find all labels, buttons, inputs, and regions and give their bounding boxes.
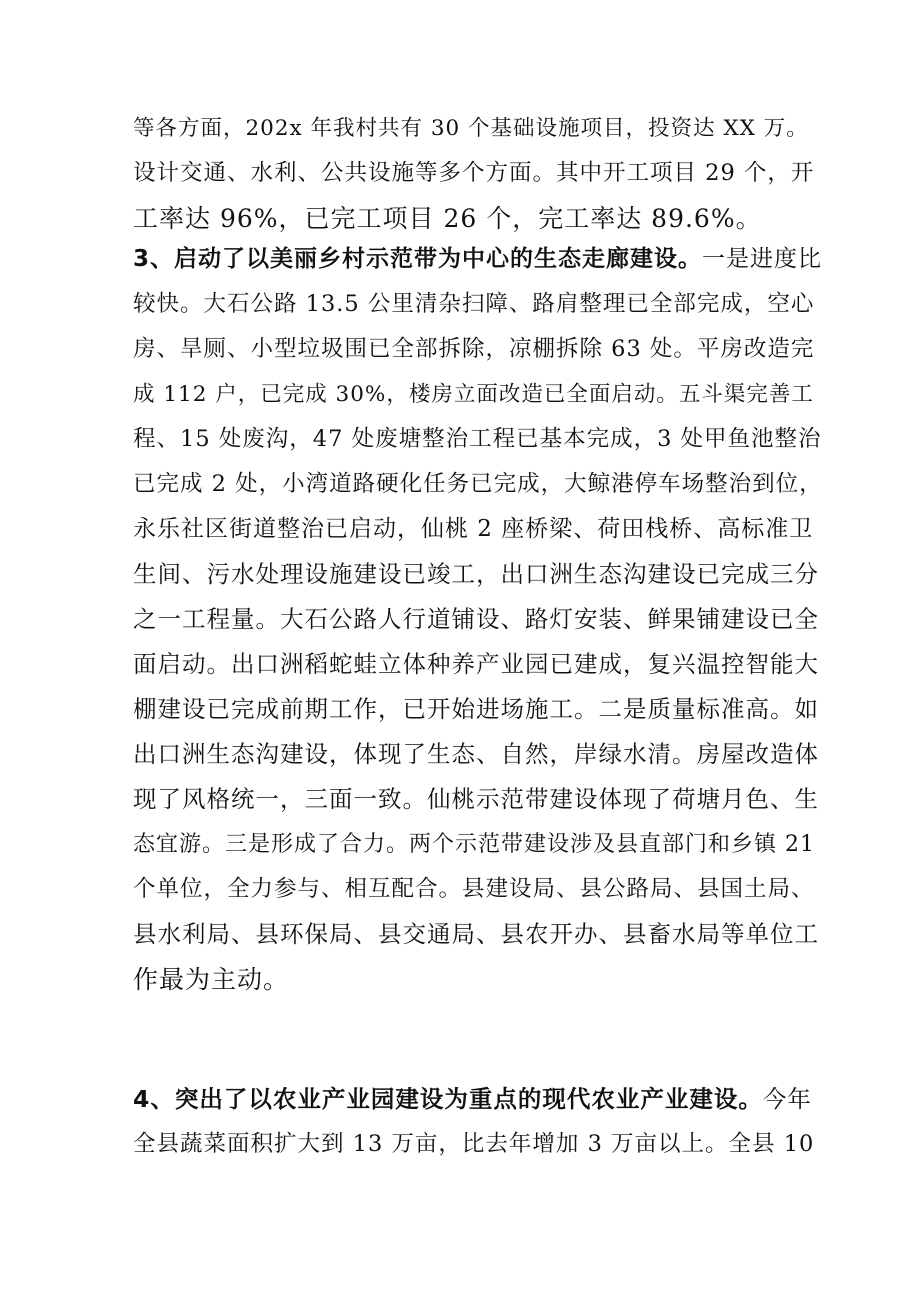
text-line: 面启动。出口洲稻蛇蛙立体种养产业园已建成，复兴温控智能大 xyxy=(133,650,819,678)
text-line: 县水利局、县环保局、县交通局、县农开办、县畜水局等单位工 xyxy=(133,920,819,948)
text-line: 永乐社区街道整治已启动，仙桃 2 座桥梁、荷田栈桥、高标准卫 xyxy=(133,516,814,542)
text-line: 全县蔬菜面积扩大到 13 万亩，比去年增加 3 万亩以上。全县 10 xyxy=(133,1131,815,1157)
text-line: 程、15 处废沟，47 处废塘整治工程已基本完成，3 处甲鱼池整治 xyxy=(133,426,822,452)
text-line: 生间、污水处理设施建设已竣工，出口洲生态沟建设已完成三分 xyxy=(133,560,819,588)
text-line: 设计交通、水利、公共设施等多个方面。其中开工项目 29 个，开 xyxy=(133,160,815,186)
text-line: 个单位，全力参与、相互配合。县建设局、县公路局、县国土局、 xyxy=(133,876,815,902)
section-heading-3: 3、启动了以美丽乡村示范带为中心的生态走廊建设。 xyxy=(133,246,703,272)
text-line: 作最为主动。 xyxy=(133,965,290,994)
section-heading-4: 4、突出了以农业产业园建设为重点的现代农业产业建设。 xyxy=(133,1085,763,1113)
text-line: 较快。大石公路 13.5 公里清杂扫障、路肩整理已全部完成，空心 xyxy=(133,291,815,317)
text-line: 房、旱厕、小型垃圾围已全部拆除，凉棚拆除 63 处。平房改造完 xyxy=(133,336,815,362)
text-span: 一是进度比 xyxy=(702,246,823,272)
paragraph-ecological-corridor xyxy=(133,237,823,1002)
text-line: 成 112 户，已完成 30%，楼房立面改造已全面启动。五斗渠完善工 xyxy=(133,382,814,407)
text-span: 今年 xyxy=(762,1085,812,1113)
text-line xyxy=(133,237,823,282)
text-line: 棚建设已完成前期工作，已开始进场施工。二是质量标准高。如 xyxy=(133,695,819,723)
text-line: 现了风格统一，三面一致。仙桃示范带建设体现了荷塘月色、生 xyxy=(133,785,819,813)
text-line xyxy=(133,1077,813,1122)
text-line: 态宜游。三是形成了合力。两个示范带建设涉及县直部门和乡镇 21 xyxy=(133,832,815,857)
text-line: 之一工程量。大石公路人行道铺设、路灯安装、鲜果铺建设已全 xyxy=(133,605,819,633)
text-line: 工率达 96%，已完工项目 26 个，完工率达 89.6%。 xyxy=(133,204,762,233)
text-line: 等各方面，202x 年我村共有 30 个基础设施项目，投资达 XX 万。 xyxy=(133,116,809,141)
text-line: 已完成 2 处，小湾道路硬化任务已完成，大鲸港停车场整治到位， xyxy=(133,471,823,497)
text-line: 出口洲生态沟建设，体现了生态、自然，岸绿水清。房屋改造体 xyxy=(133,740,819,768)
paragraph-modern-agriculture xyxy=(133,1077,813,1167)
paragraph-infrastructure xyxy=(133,106,813,241)
